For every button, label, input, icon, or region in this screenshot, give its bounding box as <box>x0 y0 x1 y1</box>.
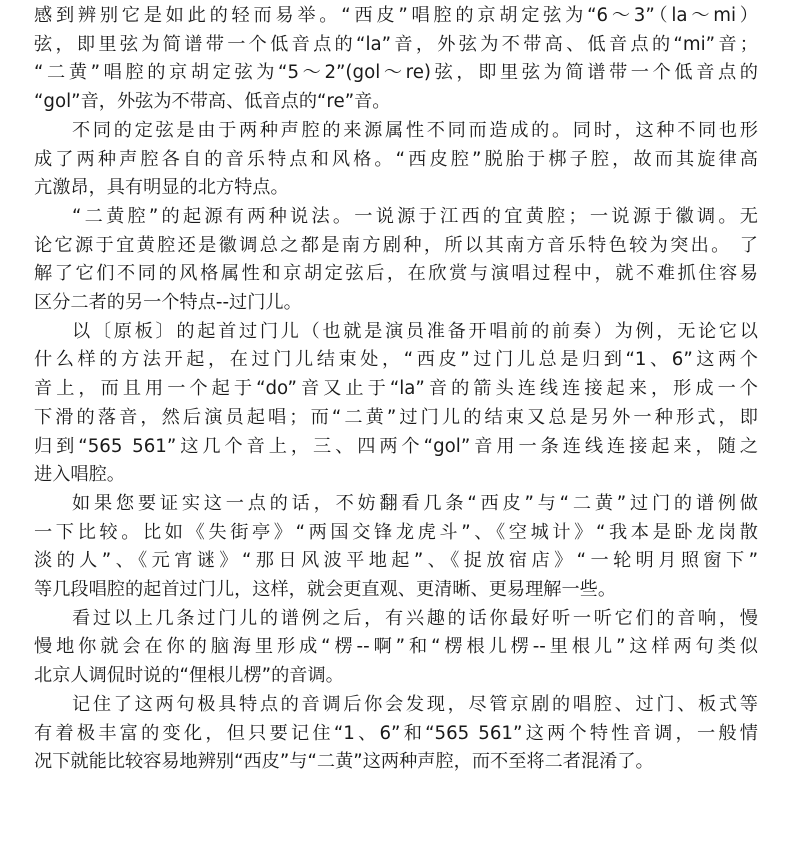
text-line: 如果您要证实这一点的话，不妨翻看几条“西皮”与“二黄”过门的谱例做 <box>72 492 758 514</box>
paragraph-4 <box>34 318 758 490</box>
text-line: 感到辨别它是如此的轻而易举。“西皮”唱腔的京胡定弦为“6～3”（la～mi） <box>34 5 758 26</box>
text-line: 一下比较。比如《失街亭》“两国交锋龙虎斗”、《空城计》“我本是卧龙岗散 <box>34 521 758 543</box>
text-line: 看过以上几条过门儿的谱例之后，有兴趣的话你最好听一听它们的音响，慢 <box>72 607 758 629</box>
text-line: “二黄”唱腔的京胡定弦为“5～2”(gol～re)弦，即里弦为简谱带一个低音点的 <box>34 62 758 84</box>
paragraph-6 <box>34 605 758 691</box>
text-line: 有着极丰富的变化，但只要记住“1、6”和“565 561”这两个特性音调，一般情 <box>34 722 758 744</box>
paragraph-3 <box>34 203 758 318</box>
paragraph-5 <box>34 490 758 605</box>
text-line: 音上，而且用一个起于“do”音又止于“la”音的箭头连线连接起来，形成一个 <box>34 378 758 400</box>
text-line: 以〔原板〕的起首过门儿（也就是演员准备开唱前的前奏）为例，无论它以 <box>72 320 758 342</box>
text-line: 区分二者的另一个特点--过门儿。 <box>34 292 302 314</box>
text-line: 记住了这两句极具特点的音调后你会发现，尽管京剧的唱腔、过门、板式等 <box>72 693 758 715</box>
paragraph-1 <box>34 2 758 117</box>
text-line: 下滑的落音，然后演员起唱；而“二黄”过门儿的结束又总是另外一种形式，即 <box>34 406 758 428</box>
text-line: 论它源于宜黄腔还是徽调总之都是南方剧种，所以其南方音乐特色较为突出。 了 <box>34 234 758 256</box>
text-line: 解了它们不同的风格属性和京胡定弦后，在欣赏与演唱过程中，就不难抓住容易 <box>34 263 758 285</box>
text-line: 成了两种声腔各自的音乐特点和风格。“西皮腔”脱胎于梆子腔，故而其旋律高 <box>34 148 758 170</box>
text-line: 归到“565 561”这几个音上，三、四两个“gol”音用一条连线连接起来，随之 <box>34 435 758 457</box>
text-line: 等几段唱腔的起首过门儿，这样，就会更直观、更清晰、更易理解一些。 <box>34 579 617 601</box>
text-line: 慢地你就会在你的脑海里形成“楞--啊”和“楞根儿楞--里根儿”这样两句类似 <box>34 636 758 658</box>
paragraph-2 <box>34 117 758 203</box>
text-line: 什么样的方法开起，在过门儿结束处，“西皮”过门儿总是归到“1、6”这两个 <box>34 349 758 371</box>
text-line: 不同的定弦是由于两种声腔的来源属性不同而造成的。同时，这种不同也形 <box>72 119 758 141</box>
text-line: “gol”音，外弦为不带高、低音点的“re”音。 <box>34 91 391 113</box>
text-line: 况下就能比较容易地辨别“西皮”与“二黄”这两种声腔，而不至将二者混淆了。 <box>34 751 654 773</box>
text-line: 弦，即里弦为简谱带一个低音点的“la”音，外弦为不带高、低音点的“mi”音； <box>34 33 758 55</box>
text-line: 进入唱腔。 <box>34 464 125 486</box>
text-line: 淡的人”、《元宵谜》“那日风波平地起”、《捉放宿店》“一轮明月照窗下” <box>34 550 758 572</box>
paragraph-7 <box>34 691 758 777</box>
document-body <box>34 2 758 777</box>
text-line: 亢激昂，具有明显的北方特点。 <box>34 177 289 199</box>
text-line: 北京人调侃时说的“俚根儿楞”的音调。 <box>34 665 344 687</box>
text-line: “二黄腔”的起源有两种说法。一说源于江西的宜黄腔；一说源于徽调。无 <box>72 205 758 227</box>
